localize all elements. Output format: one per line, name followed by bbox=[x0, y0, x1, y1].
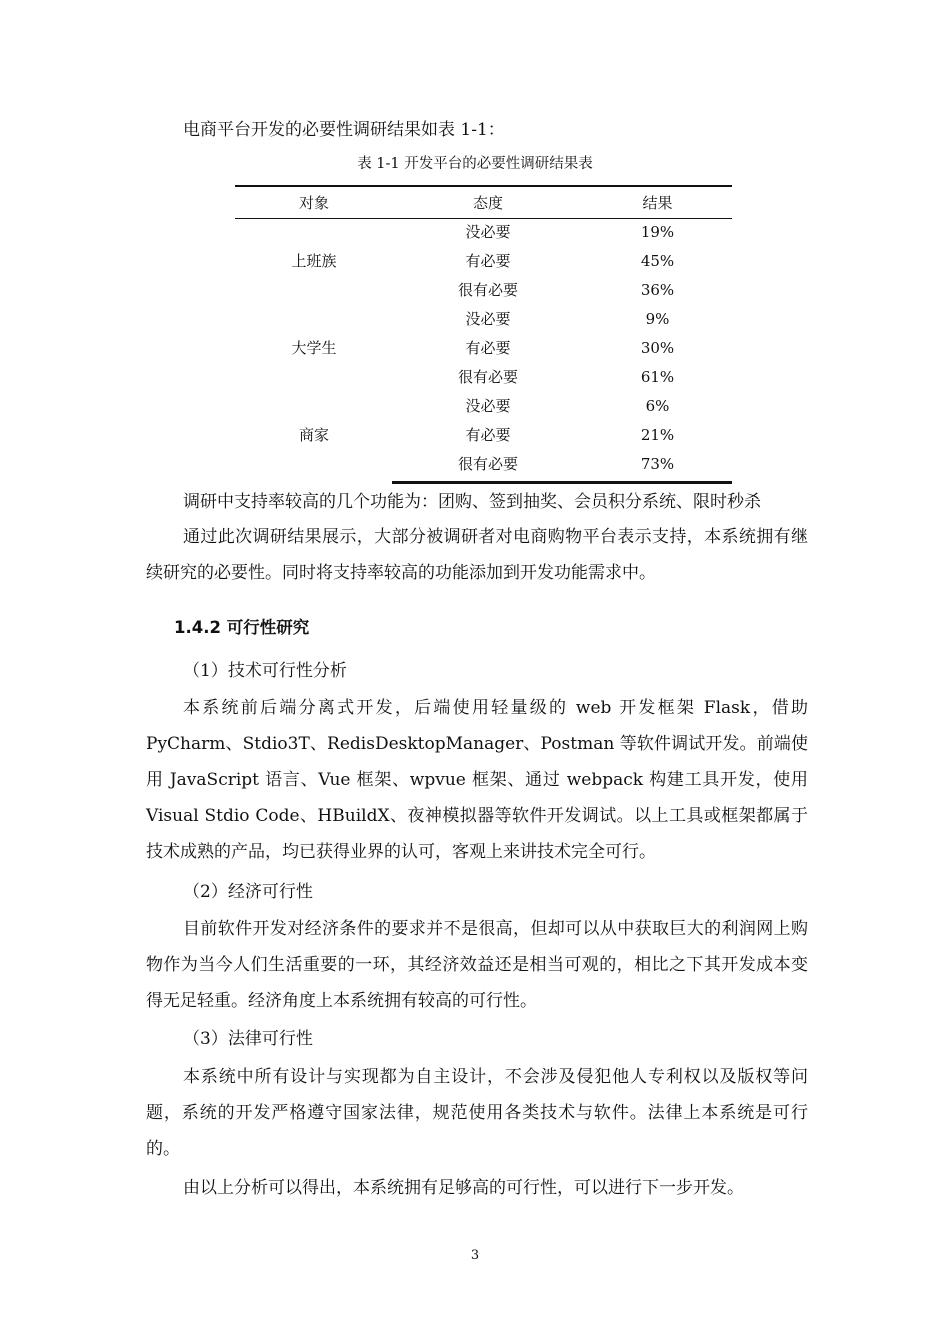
features-paragraph: 调研中支持率较高的几个功能为：团购、签到抽奖、会员积分系统、限时秒杀 bbox=[183, 492, 761, 512]
table-row bbox=[235, 392, 732, 421]
subject-cell: 上班族 bbox=[291, 252, 337, 270]
attitude-cell: 有必要 bbox=[465, 339, 511, 357]
table-caption: 表 1-1 开发平台的必要性调研结果表 bbox=[357, 156, 593, 172]
result-cell: 6% bbox=[645, 397, 670, 415]
final-paragraph: 由以上分析可以得出，本系统拥有足够高的可行性，可以进行下一步开发。 bbox=[183, 1178, 744, 1198]
result-cell: 30% bbox=[640, 339, 675, 357]
subsection-tech-title: （1）技术可行性分析 bbox=[183, 661, 347, 681]
attitude-cell: 很有必要 bbox=[457, 368, 518, 386]
table-row bbox=[235, 218, 732, 247]
econ-paragraph: 目前软件开发对经济条件的要求并不是很高，但却可以从中获取巨大的利润网上购物作为当今人们生活重要的一环，其经济效益还是相当可观的，相比之下其开发成本变得无足轻重。经济角度上本系统拥有较高的可行性。 bbox=[146, 919, 808, 1011]
attitude-cell: 没必要 bbox=[465, 310, 511, 328]
survey-table bbox=[235, 188, 732, 479]
result-cell: 61% bbox=[640, 368, 675, 386]
subject-cell: 商家 bbox=[298, 426, 329, 444]
result-cell: 19% bbox=[640, 223, 675, 241]
header-attitude: 态度 bbox=[472, 193, 503, 212]
attitude-cell: 很有必要 bbox=[457, 455, 518, 473]
attitude-cell: 没必要 bbox=[465, 397, 511, 415]
result-cell: 9% bbox=[645, 310, 670, 328]
law-paragraph: 本系统中所有设计与实现都为自主设计，不会涉及侵犯他人专利权以及版权等问题，系统的开发严格遵守国家法律，规范使用各类技术与软件。法律上本系统是可行的。 bbox=[146, 1067, 808, 1159]
tech-paragraph: 本系统前后端分离式开发，后端使用轻量级的 web 开发框架 Flask，借助 PyCharm、Stdio3T、RedisDesktopManager、Postman 等软件调试开发。前端使用 JavaScript 语言、Vue 框架、wpvue 框架、通过 webpack 构建工具开发，使用 Visual Stdio Code、HBuildX、夜神模拟器等软件开发调试。以上工具或框架都属于技术成熟的产品，均已获得业界的认可，客观上来讲技术完全可行。 bbox=[146, 698, 808, 862]
table-header-row bbox=[235, 188, 732, 218]
result-cell: 45% bbox=[640, 252, 675, 270]
attitude-cell: 有必要 bbox=[465, 252, 511, 270]
result-cell: 36% bbox=[640, 281, 675, 299]
subsection-econ-title: （2）经济可行性 bbox=[183, 882, 313, 902]
subsection-law-title: （3）法律可行性 bbox=[183, 1029, 313, 1049]
result-cell: 73% bbox=[640, 455, 675, 473]
table-top-rule bbox=[235, 185, 732, 187]
attitude-cell: 没必要 bbox=[465, 223, 511, 241]
attitude-cell: 有必要 bbox=[465, 426, 511, 444]
page-number: 3 bbox=[470, 1248, 480, 1263]
section-heading: 1.4.2 可行性研究 bbox=[174, 618, 310, 637]
conclusion-paragraph: 通过此次调研结果展示，大部分被调研者对电商购物平台表示支持，本系统拥有继续研究的必要性。同时将支持率较高的功能添加到开发功能需求中。 bbox=[146, 527, 808, 583]
attitude-cell: 很有必要 bbox=[457, 281, 518, 299]
header-result: 结果 bbox=[642, 193, 673, 212]
header-subject: 对象 bbox=[298, 193, 329, 212]
subject-cell: 大学生 bbox=[291, 339, 337, 357]
table-row bbox=[235, 305, 732, 334]
intro-text: 电商平台开发的必要性调研结果如表 1-1： bbox=[183, 120, 505, 140]
result-cell: 21% bbox=[640, 426, 675, 444]
